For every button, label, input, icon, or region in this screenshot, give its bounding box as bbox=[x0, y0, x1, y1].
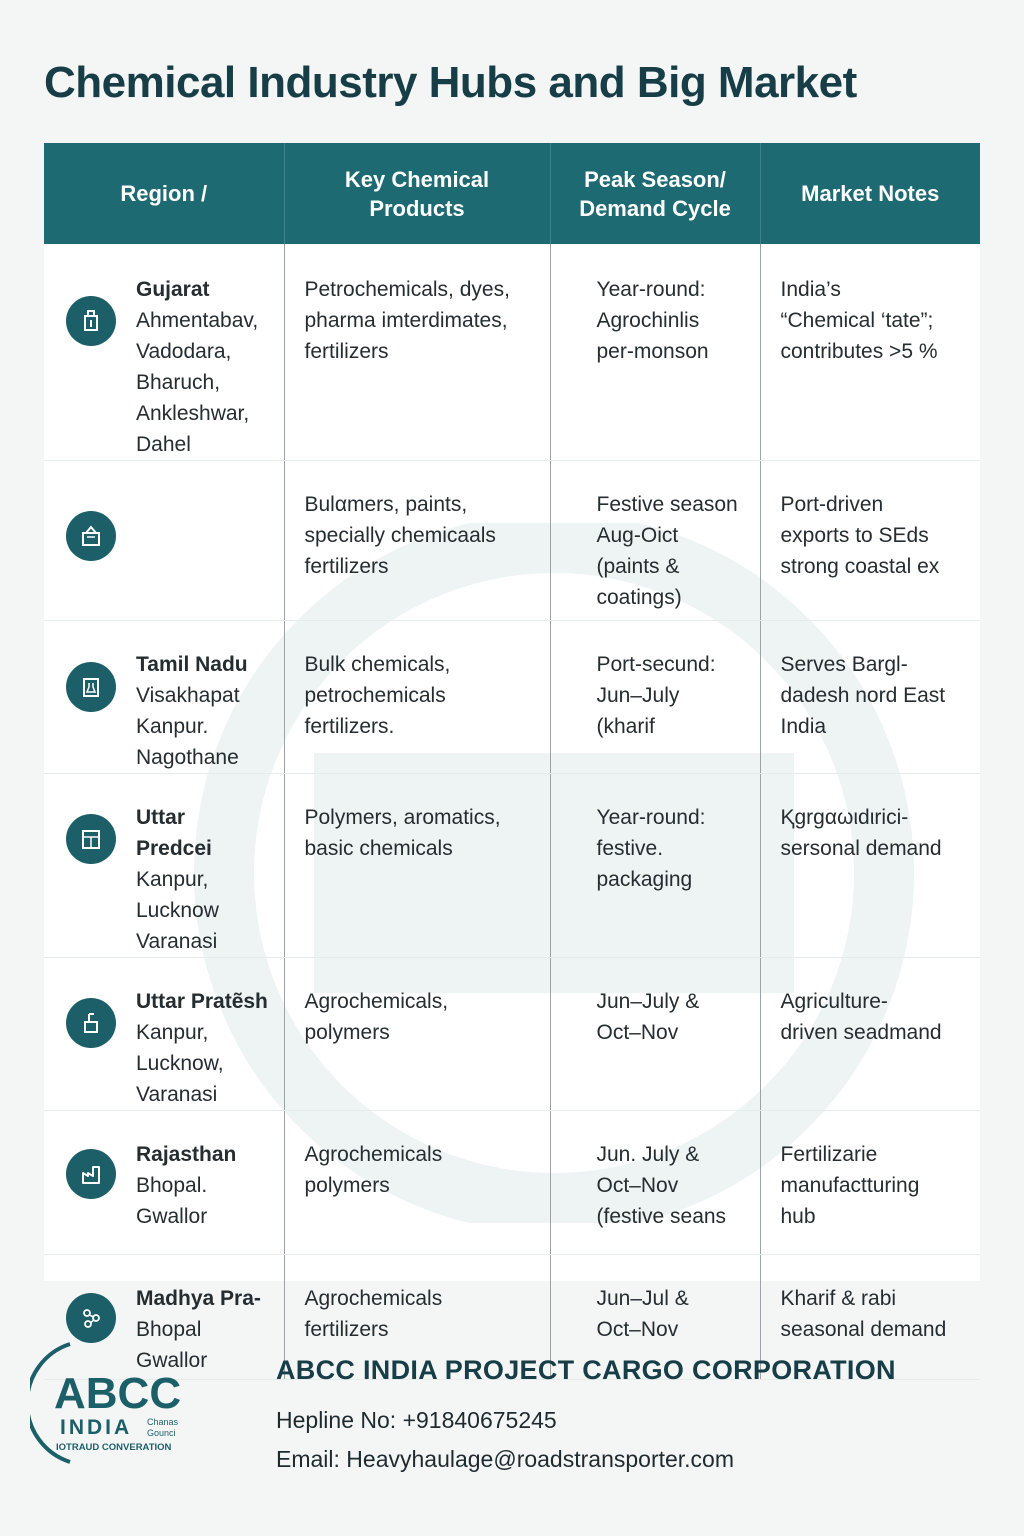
region-cities: Kanpur, Lucknow Varanasi bbox=[136, 868, 219, 953]
region-cities: Ahmentabav, Vadodara, Bharuch, Ankleshwar, Dahel bbox=[136, 309, 259, 456]
region-cell bbox=[44, 958, 284, 1111]
header-season: Peak Season/ Demand Cycle bbox=[550, 143, 760, 244]
table-row bbox=[44, 774, 980, 958]
region-cell bbox=[44, 1111, 284, 1255]
season-cell: Jun. July & Oct–Nov (festive seans bbox=[550, 1111, 760, 1255]
molecule-icon bbox=[66, 1293, 116, 1343]
table-row bbox=[44, 621, 980, 774]
products-cell: Polymers, aromatics, basic chemicals bbox=[284, 774, 550, 958]
table-header-row bbox=[44, 143, 980, 244]
region-cell bbox=[44, 621, 284, 774]
region-cell bbox=[44, 774, 284, 958]
email-address: Email: Heavyhaulage@roadstransporter.com bbox=[276, 1446, 735, 1472]
season-cell: Jun–Jul & Oct–Nov bbox=[550, 1255, 760, 1380]
products-cell: Bulαmers, paints, specially chemicaals fertilizers bbox=[284, 461, 550, 621]
notes-cell: Ⱪgrgαωιdιrici- sersonal demand bbox=[760, 774, 980, 958]
logo-side-text-1: Chanas bbox=[147, 1417, 179, 1427]
abcc-logo bbox=[30, 1338, 200, 1468]
logo-side-text-2: Gounci bbox=[147, 1428, 176, 1438]
lab-flask-icon bbox=[66, 662, 116, 712]
notes-cell: Port-driven exports to SEds strong coastal ex bbox=[760, 461, 980, 621]
table-row bbox=[44, 461, 980, 621]
factory-icon bbox=[66, 296, 116, 346]
notes-cell: Agriculture- driven seadmand bbox=[760, 958, 980, 1111]
products-cell: Agrochemicals fertilizers bbox=[284, 1255, 550, 1380]
region-name: Uttar Pratẽsh bbox=[136, 990, 268, 1013]
season-cell: Year-round: Agrochinlis per-monson bbox=[550, 244, 760, 461]
products-cell: Agrochemicals polymers bbox=[284, 1111, 550, 1255]
region-cities: Visakhapat Kanpur. Nagothane bbox=[136, 684, 240, 769]
season-cell: Year-round: festive. packaging bbox=[550, 774, 760, 958]
region-name: Uttar Predcei bbox=[136, 806, 212, 860]
notes-cell: Fertilizarie manufactturing hub bbox=[760, 1111, 980, 1255]
region-name: Tamil Nadu bbox=[136, 653, 248, 676]
season-cell: Jun–July & Oct–Nov bbox=[550, 958, 760, 1111]
notes-cell: Kharif & rabi seasonal demand bbox=[760, 1255, 980, 1380]
header-region: Region / bbox=[44, 143, 284, 244]
header-notes: Market Notes bbox=[760, 143, 980, 244]
fertilizer-plant-icon bbox=[66, 1149, 116, 1199]
header-products: Key Chemical Products bbox=[284, 143, 550, 244]
region-cell bbox=[44, 244, 284, 461]
region-cities: Bhopal. Gwallor bbox=[136, 1174, 208, 1228]
logo-text: ABCC bbox=[54, 1369, 182, 1418]
season-cell: Festive season Aug-Oict (paints & coatings) bbox=[550, 461, 760, 621]
building-icon bbox=[66, 814, 116, 864]
region-name: Gujarat bbox=[136, 278, 210, 301]
company-name: ABCC INDIA PROJECT CARGO CORPORATION bbox=[276, 1355, 896, 1385]
helpline-number: Hepline No: +91840675245 bbox=[276, 1407, 557, 1433]
table-row bbox=[44, 1111, 980, 1255]
season-cell: Port-secund: Jun–July (kharif bbox=[550, 621, 760, 774]
page-title: Chemical Industry Hubs and Big Market bbox=[44, 58, 857, 107]
region-name: Madhya Pra- bbox=[136, 1287, 261, 1310]
products-cell: Bulk chemicals, petrochemicals fertilizers. bbox=[284, 621, 550, 774]
table-row bbox=[44, 958, 980, 1111]
logo-subtext: IOTRAUD CONVERATION bbox=[56, 1442, 172, 1453]
hubs-table bbox=[44, 143, 980, 1380]
notes-cell: Serves Bargl- dadesh nord East India bbox=[760, 621, 980, 774]
plant-building-icon bbox=[66, 511, 116, 561]
products-cell: Petrochemicals, dyes, pharma imterdimates, fertilizers bbox=[284, 244, 550, 461]
logo-india: INDIA bbox=[60, 1416, 133, 1439]
region-cell bbox=[44, 461, 284, 621]
region-cities: Kanpur, Lucknow, Varanasi bbox=[136, 1021, 224, 1106]
table-row bbox=[44, 244, 980, 461]
notes-cell: India’s “Chemical ‘tate”; contributes >5 % bbox=[760, 244, 980, 461]
refinery-icon bbox=[66, 998, 116, 1048]
products-cell: Agrochemicals, polymers bbox=[284, 958, 550, 1111]
region-cities: Bhopal Gwallor bbox=[136, 1318, 208, 1372]
region-name: Rajasthan bbox=[136, 1143, 237, 1166]
